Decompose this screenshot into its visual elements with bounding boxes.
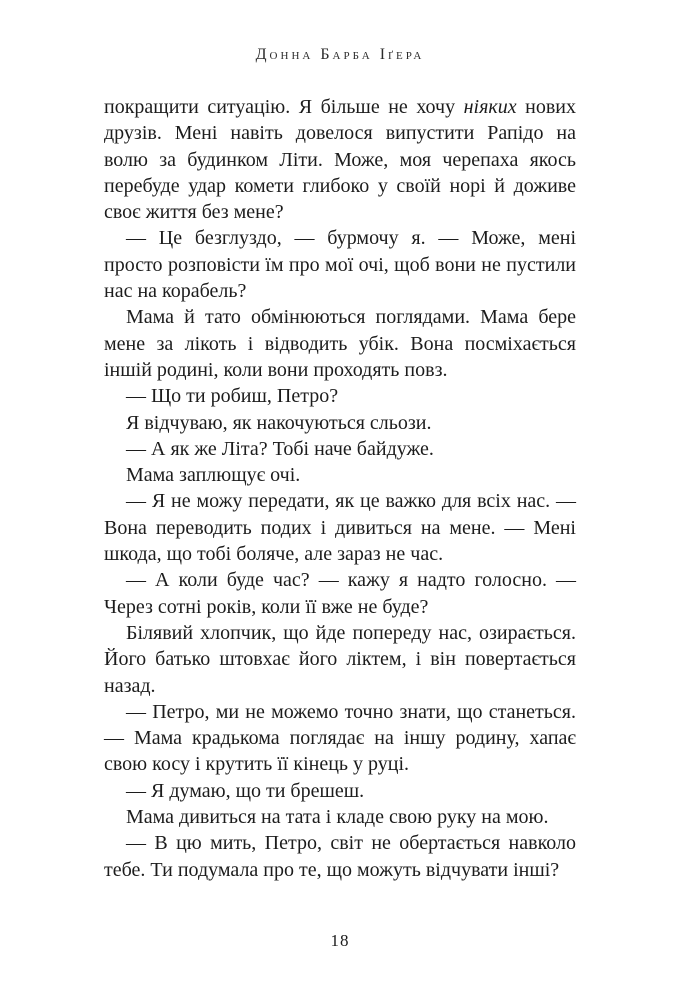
paragraph — [104, 830, 576, 883]
text-run: Мама дивиться на тата і кладе свою руку на мою. — [126, 806, 549, 829]
running-head: Донна Барба Іґера — [255, 46, 425, 63]
text-run: Я відчуваю, як накочуються сльози. — [126, 411, 432, 434]
paragraph — [104, 383, 576, 409]
text-run: — Я думаю, що ти брешеш. — [126, 779, 365, 802]
text-run: Мама й тато обмінюються поглядами. Мама бере мене за лікоть і відводить убік. Вона посміхається іншій родині, коли вони проходять повз. — [104, 306, 576, 381]
text-run: нових друзів. Мені навіть довелося випустити Рапідо на волю за будинком Літи. Може, моя черепаха якось перебуде удар комети глибоко у своїй норі й доживе своє життя без мене? — [104, 96, 576, 224]
paragraph — [104, 410, 576, 436]
paragraph — [104, 94, 576, 225]
paragraph — [104, 778, 576, 804]
text-run: — Що ти робиш, Петро? — [126, 385, 339, 408]
paragraph — [104, 488, 576, 567]
text-run: — Це безглуздо, — бурмочу я. — Може, мені просто розповісти їм про мої очі, щоб вони не пустили нас на корабель? — [104, 227, 576, 303]
text-block — [104, 94, 576, 883]
italic-text-run: ніяких — [463, 96, 517, 118]
paragraph — [104, 620, 576, 699]
text-run: — А коли буде час? — кажу я надто голосно. — Через сотні років, коли її вже не буде? — [104, 569, 576, 618]
paragraph — [104, 462, 576, 488]
paragraph — [104, 567, 576, 620]
page-number: 18 — [330, 931, 350, 950]
text-run: — А як же Літа? Тобі наче байдуже. — [126, 437, 434, 460]
paragraph — [104, 699, 576, 778]
text-run: — Петро, ми не можемо точно знати, що станеться. — Мама крадькома поглядає на іншу родину, хапає свою косу і крутить її кінець у руці. — [104, 700, 576, 776]
paragraph — [104, 225, 576, 304]
paragraph — [104, 804, 576, 830]
paragraph — [104, 304, 576, 383]
text-run: покращити ситуацію. Я більше не хочу — [104, 96, 464, 118]
text-run: — Я не можу передати, як це важко для всіх нас. — Вона переводить подих і дивиться на мене. — Мені шкода, що тобі боляче, але зараз не час. — [104, 490, 576, 566]
text-run: — В цю мить, Петро, світ не обертається навколо тебе. Ти подумала про те, що можуть відчувати інші? — [104, 832, 576, 881]
text-run: Мама заплющує очі. — [126, 464, 301, 487]
text-run: Білявий хлопчик, що йде попереду нас, озирається. Його батько штовхає його ліктем, і він повертається назад. — [104, 621, 576, 697]
paragraph — [104, 436, 576, 462]
